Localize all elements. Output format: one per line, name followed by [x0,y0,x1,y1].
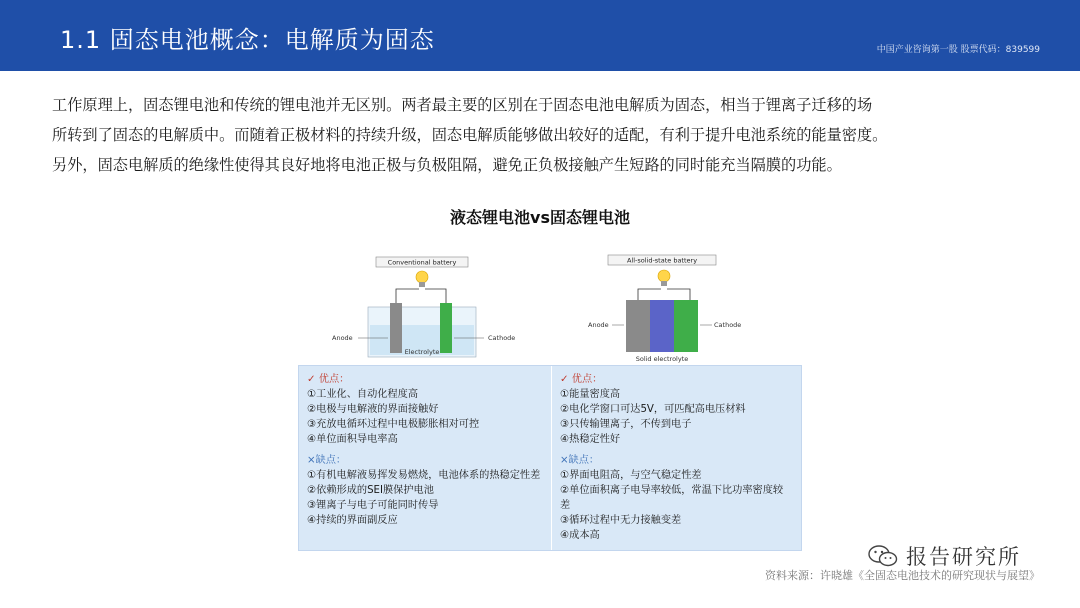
liquid-cons-heading: ×缺点： [307,455,347,466]
comparison-table [298,365,802,551]
list-item: ③只传输锂离子，不传到电子 [560,419,692,430]
figure-title: 液态锂电池vs固态锂电池 [450,208,630,227]
intro-line-2: 所转到了固态的电解质中。而随着正极材料的持续升级，固态电解质能够做出较好的适配，有利于提升电池系统的能量密度。 [52,126,888,144]
lightbulb-icon [416,271,428,283]
intro-line-3: 另外，固态电解质的绝缘性使得其良好地将电池正极与负极阻隔，避免正负极接触产生短路的同时能充当隔膜的功能。 [52,156,842,174]
wire-right-solid [667,289,690,300]
conventional-cathode-label: Cathode [488,334,516,342]
conventional-battery-title: Conventional battery [387,258,457,267]
lightbulb-base-solid [661,281,667,286]
conventional-battery-illustration [332,257,515,357]
list-item: ④持续的界面副反应 [307,515,398,526]
cathode-electrode [440,303,452,353]
battery-diagram [298,245,802,365]
anode-electrode [390,303,402,353]
list-item: ③锂离子与电子可能同时传导 [307,500,439,511]
solid-electrolyte-label: Solid electrolyte [635,355,689,363]
solid-cons-heading: ×缺点： [560,455,600,466]
source-note: 资料来源：许晓雄《全固态电池技术的研究现状与展望》 [765,569,1040,582]
wire-left-solid [638,289,661,300]
list-item: ①有机电解液易挥发易燃烧，电池体系的热稳定性差 [307,470,541,481]
header-company-info: 中国产业咨询第一股 股票代码：839599 [876,45,1040,55]
solid-battery-title: All-solid-state battery [626,256,698,265]
list-item: ②电极与电解液的界面接触好 [307,404,439,415]
list-item: ②单位面积离子电导率较低，常温下比功率密度较差 [560,485,784,511]
intro-line-1: 工作原理上，固态锂电池和传统的锂电池并无区别。两者最主要的区别在于固态电池电解质为固态，相当于锂离子迁移的场 [52,96,873,114]
header-bar [0,0,1080,71]
list-item: ①工业化、自动化程度高 [307,389,419,400]
list-item: ②电化学窗口可达5V，可匹配高电压材料 [560,404,746,415]
solid-anode-label: Anode [588,321,609,329]
solid-cathode [674,300,698,352]
liquid-pros-heading: ✓ 优点： [307,374,350,385]
list-item: ④单位面积导电率高 [307,434,398,445]
list-item: ④热稳定性好 [560,434,621,445]
battery-diagram-svg [298,245,802,365]
solid-battery-column [551,366,801,550]
list-item: ③循环过程中无力接触变差 [560,515,682,526]
solid-pros-heading: ✓ 优点： [560,374,603,385]
solid-anode [626,300,650,352]
list-item: ①能量密度高 [560,389,621,400]
list-item: ④成本高 [560,530,600,541]
intro-paragraph [52,90,1042,180]
conventional-electrolyte-label: Electrolyte [404,348,440,356]
solid-electrolyte-layer [650,300,674,352]
list-item: ③充放电循环过程中电极膨胀相对可控 [307,419,480,430]
liquid-battery-column [299,366,551,550]
solid-state-battery-illustration [588,255,741,363]
wechat-icon [868,545,898,567]
list-item: ②依赖形成的SEI膜保护电池 [307,485,434,496]
solid-cathode-label: Cathode [714,321,742,329]
lightbulb-base [419,282,425,287]
conventional-anode-label: Anode [332,334,353,342]
page-title: 1.1 固态电池概念：电解质为固态 [60,26,435,54]
wechat-account-name: 报告研究所 [906,545,1021,569]
list-item: ①界面电阻高，与空气稳定性差 [560,470,702,481]
lightbulb-icon-solid [658,270,670,282]
